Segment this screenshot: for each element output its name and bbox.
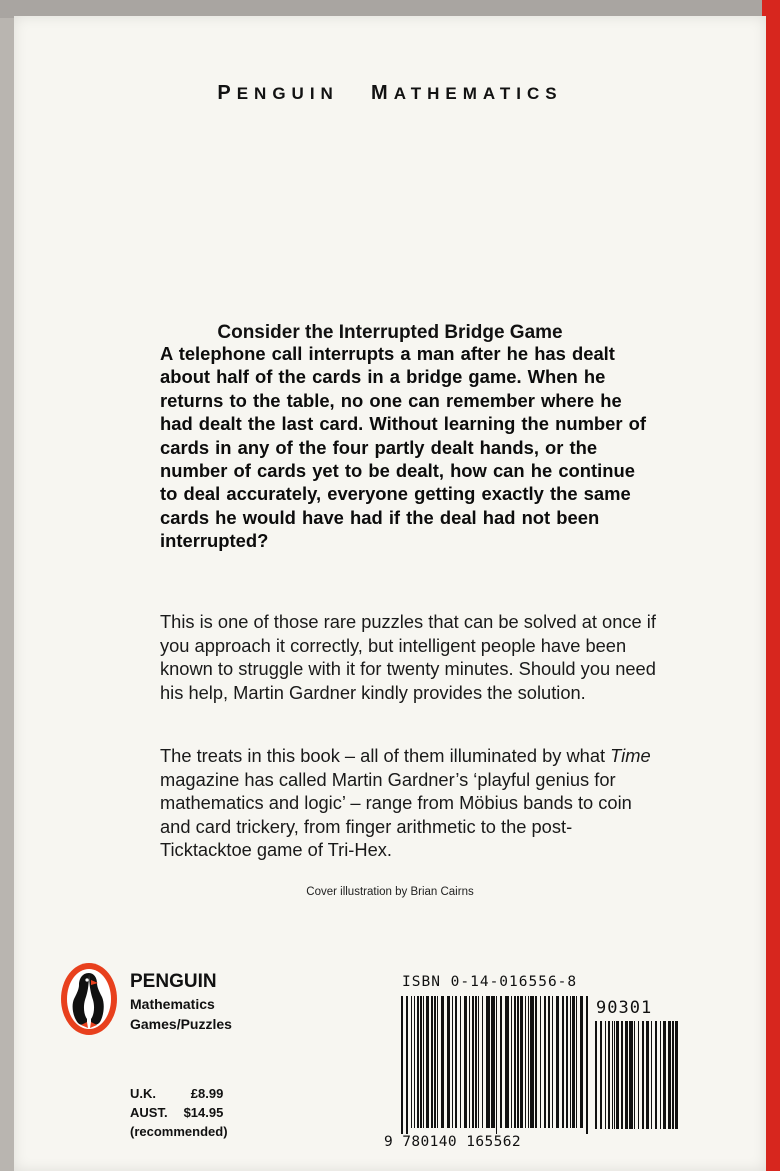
series-rest: ENGUIN: [236, 84, 339, 103]
paragraph-2-before: The treats in this book – all of them illuminated by what: [160, 745, 611, 766]
barcode-bar: [548, 996, 550, 1128]
price-region: AUST.: [130, 1105, 168, 1120]
barcode-bar: [675, 1021, 678, 1129]
barcode-bar: [556, 996, 559, 1128]
barcode-bar: [576, 996, 577, 1128]
barcode-bar: [469, 996, 470, 1128]
barcode-bar: [600, 1021, 602, 1129]
barcode-lead-digit: 9: [384, 1134, 394, 1150]
barcode-bar: [496, 996, 497, 1134]
barcode-bar: [500, 996, 502, 1128]
series-rest: ATHEMATICS: [393, 84, 563, 103]
barcode-bar: [464, 996, 467, 1128]
barcode-bar: [437, 996, 438, 1128]
barcode-bar: [612, 1021, 613, 1129]
puzzle-heading: Consider the Interrupted Bridge Game: [217, 322, 563, 343]
barcode-bar: [417, 996, 419, 1128]
barcode-bar: [668, 1021, 671, 1129]
barcode-bar: [634, 1021, 635, 1129]
cover-credit: Cover illustration by Brian Cairns: [306, 886, 474, 898]
barcode-bar: [586, 996, 588, 1134]
barcode-bar: [505, 996, 509, 1128]
barcode-bar: [514, 996, 516, 1128]
price-block: [130, 1084, 228, 1141]
barcode-digits: [384, 1134, 521, 1150]
penguin-logo-icon: [60, 962, 118, 1036]
barcode-right-digits: 165562: [466, 1134, 521, 1150]
series-title-second: [371, 84, 563, 103]
barcode-bar: [525, 996, 526, 1128]
barcode-bar: [486, 996, 490, 1128]
category-1: Mathematics: [130, 996, 215, 1012]
barcode-bar: [434, 996, 436, 1128]
barcode-bar: [595, 1021, 597, 1129]
barcode-bar: [646, 1021, 649, 1129]
barcode-bar: [414, 996, 415, 1128]
isbn-label: ISBN 0-14-016556-8: [402, 974, 578, 990]
barcode-bar: [608, 1021, 610, 1129]
barcode-bar: [472, 996, 474, 1128]
ean-barcode: [400, 996, 590, 1134]
barcode-bar: [642, 1021, 644, 1129]
price-amount: £8.99: [190, 1086, 224, 1101]
barcode-bar: [540, 996, 541, 1128]
barcode-bar: [663, 1021, 666, 1129]
barcode-bar: [475, 996, 477, 1128]
barcode-bar: [530, 996, 534, 1128]
barcode-bar: [605, 1021, 606, 1129]
barcode-bar: [544, 996, 546, 1128]
barcode-bar: [460, 996, 461, 1128]
barcode-bar: [651, 1021, 652, 1129]
barcode-bar: [566, 996, 568, 1128]
barcode-bar: [580, 996, 583, 1128]
barcode-bar: [401, 996, 403, 1134]
barcode-bar: [552, 996, 553, 1128]
back-cover: [14, 16, 766, 1171]
barcode-bar: [572, 996, 575, 1128]
barcode-addon-digits: 90301: [596, 998, 653, 1018]
barcode-bar: [447, 996, 450, 1128]
series-initial: M: [371, 82, 394, 104]
barcode-bar: [441, 996, 444, 1128]
barcode-bar: [423, 996, 424, 1128]
barcode-bar: [478, 996, 479, 1128]
barcode-bar: [452, 996, 453, 1128]
barcode-bar: [614, 1021, 615, 1129]
series-initial: P: [217, 82, 237, 104]
series-title: [14, 82, 766, 105]
barcode-bar: [431, 996, 433, 1128]
barcode-bar: [520, 996, 523, 1128]
barcode-bar: [426, 996, 429, 1128]
barcode-bar: [672, 1021, 674, 1129]
barcode-bar: [625, 1021, 628, 1129]
barcode-bar: [570, 996, 571, 1128]
paragraph-2-after: magazine has called Martin Gardner’s ‘playful genius for mathematics and logic’ – range from Möbius bands to coin and card trickery, from finger arithmetic to the post-Ticktacktoe game of Tri-Hex.: [160, 768, 632, 860]
publisher-name: PENGUIN: [130, 971, 217, 992]
series-title-first: [217, 84, 338, 103]
magazine-name: Time: [610, 745, 651, 766]
barcode-bar: [621, 1021, 623, 1129]
price-region: U.K.: [130, 1086, 156, 1101]
price-amount: $14.95: [183, 1105, 224, 1120]
publisher-block: [130, 970, 232, 1034]
barcode-bar: [660, 1021, 661, 1129]
barcode-bar: [482, 996, 483, 1128]
barcode-bar: [638, 1021, 639, 1129]
barcode-bar: [535, 996, 537, 1128]
barcode-bar: [562, 996, 564, 1128]
addon-barcode: [594, 1021, 678, 1135]
price-row: [130, 1103, 223, 1122]
barcode-bar: [491, 996, 495, 1128]
price-note: (recommended): [130, 1124, 228, 1139]
barcode-bar: [616, 1021, 619, 1129]
description-paragraph-2: [160, 744, 660, 862]
description-paragraph-1: This is one of those rare puzzles that can be solved at once if you approach it correctly, but intelligent people have been known to struggle with it for twenty minutes. Should you need his help, Martin Gardner kindly provides the solution.: [160, 611, 656, 703]
barcode-bar: [517, 996, 519, 1128]
price-row: [130, 1084, 223, 1103]
puzzle-text: A telephone call interrupts a man after he has dealt about half of the cards in a bridge game. When he returns to the table, no one can remember where he had dealt the last card. Without learning the number of cards in any of the four partly dealt hands, or the number of cards yet to be dealt, how can he continue to deal accurately, everyone getting exactly the same cards he would have had if the deal had not been interrupted?: [160, 343, 647, 552]
barcode-bar: [406, 996, 408, 1134]
barcode-bar: [629, 1021, 633, 1129]
barcode-bar: [528, 996, 529, 1128]
barcode-bar: [420, 996, 422, 1128]
barcode-bar: [655, 1021, 657, 1129]
barcode-bar: [511, 996, 512, 1128]
barcode-bar: [455, 996, 457, 1128]
barcode-left-digits: 780140: [402, 1134, 458, 1150]
barcode-bar: [411, 996, 412, 1128]
category-2: Games/Puzzles: [130, 1016, 232, 1032]
